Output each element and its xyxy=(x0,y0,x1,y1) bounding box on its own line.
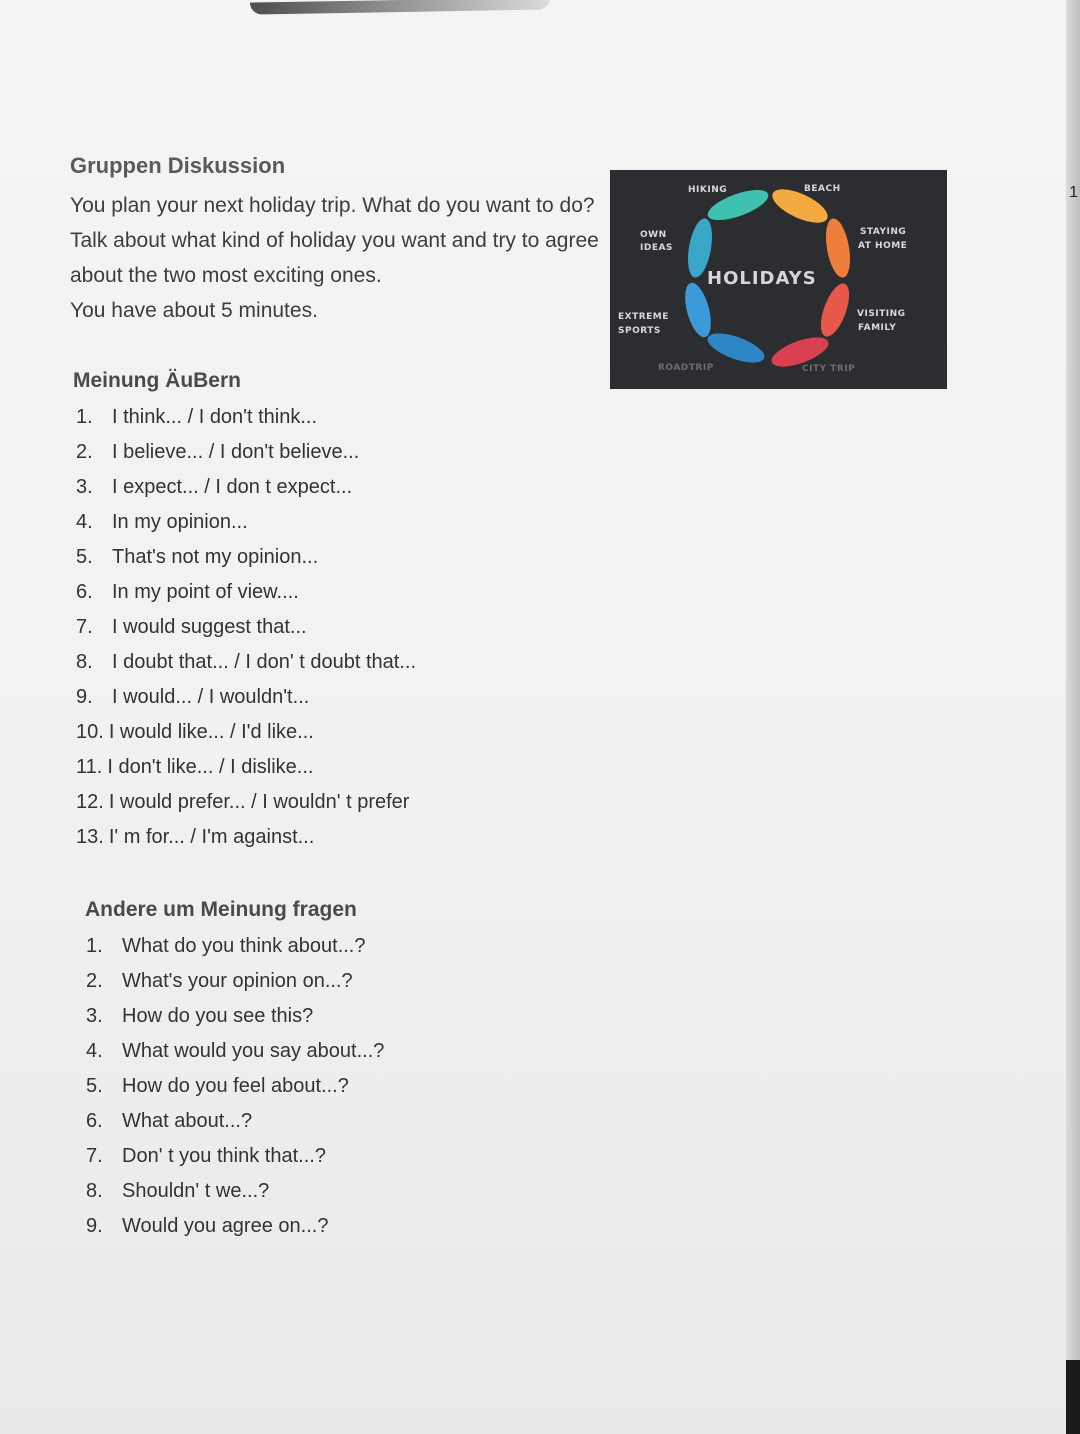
intro-text xyxy=(70,188,610,328)
list-item-text: How do you see this? xyxy=(122,1005,314,1027)
label-holidays-center: HOLIDAYS xyxy=(707,268,817,289)
list-item-text: I expect... / I don t expect... xyxy=(112,476,353,498)
list-item-number: 12. xyxy=(76,791,104,813)
list-item-number: 4. xyxy=(86,1040,103,1062)
list-item-text: Shouldn' t we...? xyxy=(122,1180,270,1202)
label-beach: BEACH xyxy=(804,184,841,194)
list-item-number: 6. xyxy=(76,581,93,603)
list-item-text: I would suggest that... xyxy=(112,616,307,638)
label-hiking: HIKING xyxy=(688,185,728,195)
page-right-edge-dark xyxy=(1066,1360,1080,1434)
section-title-andere-fragen: Andere um Meinung fragen xyxy=(85,898,357,921)
list-item-number: 9. xyxy=(86,1215,103,1237)
list-item xyxy=(86,1139,384,1174)
section-title-meinung-aeussern: Meinung ÄuBern xyxy=(73,369,241,392)
holidays-diagram-svg xyxy=(610,170,947,389)
label-extreme-sports: SPORTS xyxy=(618,326,661,336)
list-item-number: 6. xyxy=(86,1110,103,1132)
list-item xyxy=(76,610,416,645)
list-item-number: 11. xyxy=(76,756,103,778)
label-city-trip: CITY TRIP xyxy=(802,364,856,374)
list-item-number: 2. xyxy=(86,970,103,992)
list-item xyxy=(76,820,416,855)
opinion-list xyxy=(76,400,416,855)
list-item-text: Don' t you think that...? xyxy=(122,1145,326,1167)
edge-mark: 1 xyxy=(1069,184,1078,201)
list-item xyxy=(76,435,416,470)
list-item-text: That's not my opinion... xyxy=(112,546,319,568)
holidays-diagram xyxy=(610,170,947,389)
list-item xyxy=(76,575,416,610)
list-item-number: 8. xyxy=(76,651,93,673)
list-item-number: 4. xyxy=(76,511,93,533)
list-item-text: What's your opinion on...? xyxy=(122,970,353,992)
list-item xyxy=(86,1104,384,1139)
list-item-number: 10. xyxy=(76,721,104,743)
list-item-text: Would you agree on...? xyxy=(122,1215,329,1237)
label-own-ideas: OWN xyxy=(640,230,667,240)
list-item-number: 3. xyxy=(86,1005,103,1027)
list-item-text: In my opinion... xyxy=(112,511,248,533)
list-item-number: 3. xyxy=(76,476,93,498)
list-item-text: I don't like... / I dislike... xyxy=(107,756,314,778)
page-right-edge xyxy=(1066,0,1080,1434)
label-staying-at-home: STAYING xyxy=(860,227,907,237)
petal-visiting xyxy=(815,280,855,340)
list-item-text: I believe... / I don't believe... xyxy=(112,441,360,463)
intro-line: You have about 5 minutes. xyxy=(70,299,318,322)
list-item-text: I would prefer... / I wouldn' t prefer xyxy=(108,791,410,813)
list-item xyxy=(76,645,416,680)
page-top-shadow xyxy=(250,0,550,15)
label-visiting-family: FAMILY xyxy=(858,323,897,333)
list-item-number: 7. xyxy=(86,1145,103,1167)
list-item xyxy=(86,964,384,999)
list-item xyxy=(86,1174,384,1209)
list-item xyxy=(86,1069,384,1104)
list-item-text: I' m for... / I'm against... xyxy=(108,826,315,848)
list-item-text: How do you feel about...? xyxy=(122,1075,349,1097)
list-item xyxy=(76,680,416,715)
list-item-text: What about...? xyxy=(122,1110,253,1132)
intro-line: You plan your next holiday trip. What do you want to do? xyxy=(70,194,595,217)
list-item-text: I would like... / I'd like... xyxy=(108,721,314,743)
list-item xyxy=(76,785,416,820)
petal-staying xyxy=(822,217,854,280)
list-item-number: 5. xyxy=(86,1075,103,1097)
list-item-number: 9. xyxy=(76,686,93,708)
list-item-number: 7. xyxy=(76,616,93,638)
label-extreme-sports: EXTREME xyxy=(618,312,669,322)
intro-line: about the two most exciting ones. xyxy=(70,264,382,287)
label-staying-at-home: AT HOME xyxy=(858,241,908,251)
list-item-number: 5. xyxy=(76,546,93,568)
list-item xyxy=(86,1209,384,1244)
label-visiting-family: VISITING xyxy=(857,309,906,319)
list-item xyxy=(86,929,384,964)
list-item-number: 13. xyxy=(76,826,104,848)
list-item xyxy=(86,999,384,1034)
document-title: Gruppen Diskussion xyxy=(70,153,286,178)
label-own-ideas: IDEAS xyxy=(640,243,673,253)
list-item-number: 1. xyxy=(86,935,103,957)
list-item-text: In my point of view.... xyxy=(112,581,299,603)
list-item-text: I doubt that... / I don' t doubt that... xyxy=(112,651,417,673)
label-roadtrip: ROADTRIP xyxy=(658,363,714,373)
petal-extreme xyxy=(680,280,716,340)
list-item xyxy=(76,400,416,435)
list-item-text: I think... / I don't think... xyxy=(112,406,318,428)
list-item-number: 8. xyxy=(86,1180,103,1202)
intro-line: Talk about what kind of holiday you want and try to agree xyxy=(70,229,599,252)
list-item-number: 2. xyxy=(76,441,93,463)
list-item xyxy=(76,540,416,575)
list-item xyxy=(76,470,416,505)
list-item xyxy=(86,1034,384,1069)
list-item xyxy=(76,750,416,785)
list-item-text: What do you think about...? xyxy=(122,935,366,957)
list-item xyxy=(76,505,416,540)
list-item-text: What would you say about...? xyxy=(122,1040,385,1062)
list-item-number: 1. xyxy=(76,406,93,428)
ask-opinion-list xyxy=(86,929,384,1244)
list-item-text: I would... / I wouldn't... xyxy=(112,686,310,708)
list-item xyxy=(76,715,416,750)
